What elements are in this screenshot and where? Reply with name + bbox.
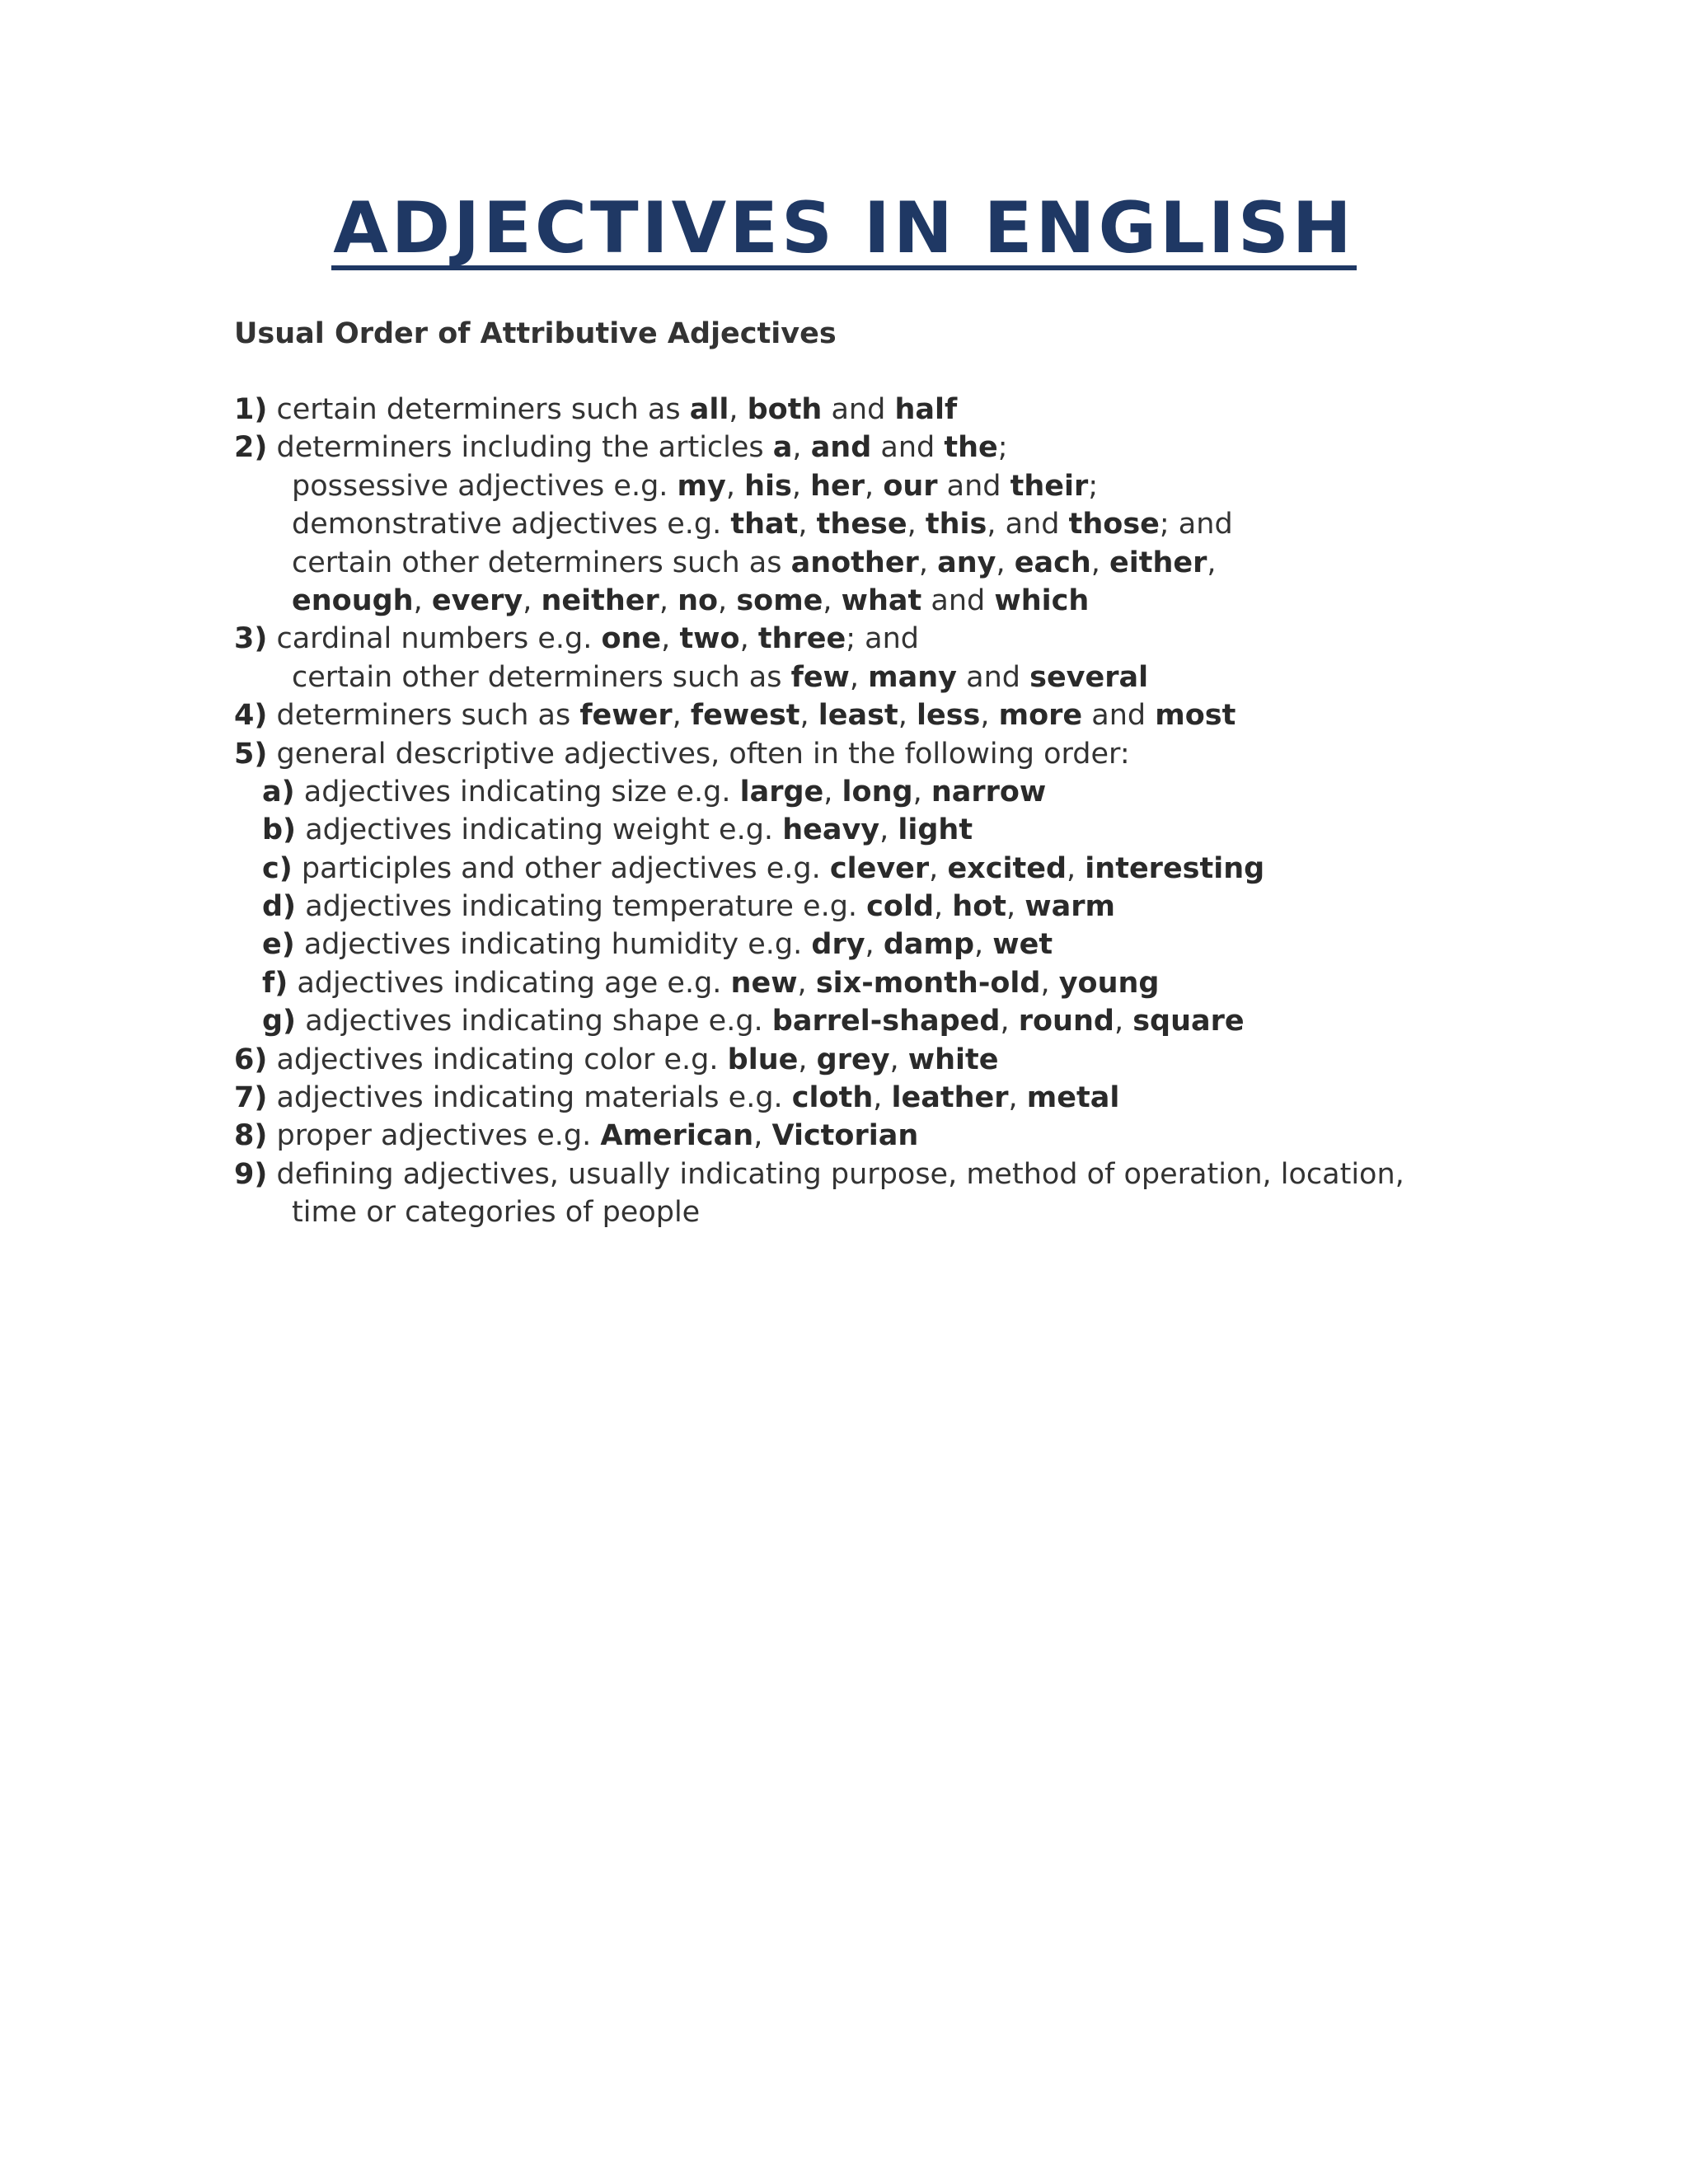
list-item bbox=[234, 658, 1470, 696]
bold-term: g) bbox=[262, 1005, 297, 1038]
list-item bbox=[234, 850, 1470, 888]
bold-term: all bbox=[689, 393, 729, 426]
text-run: , bbox=[929, 851, 948, 885]
bold-term: dry bbox=[811, 928, 865, 962]
text-run: adjectives indicating size e.g. bbox=[294, 775, 740, 808]
list-item bbox=[234, 505, 1470, 543]
text-run: , bbox=[792, 431, 811, 465]
text-run: , bbox=[797, 966, 816, 1000]
bold-term: those bbox=[1068, 508, 1160, 541]
text-run: , bbox=[799, 699, 818, 733]
text-run: certain determiners such as bbox=[267, 393, 690, 426]
text-run: adjectives indicating age e.g. bbox=[288, 966, 731, 1000]
text-run: time or categories of people bbox=[292, 1196, 701, 1230]
page-title bbox=[0, 187, 1688, 270]
bold-term: any bbox=[937, 546, 996, 579]
bold-term: the bbox=[944, 431, 998, 465]
text-run: , bbox=[739, 622, 758, 656]
bold-term: 3) bbox=[234, 622, 268, 656]
bold-term: f) bbox=[262, 966, 288, 1000]
text-run: proper adjectives e.g. bbox=[267, 1119, 601, 1153]
list-item bbox=[234, 773, 1470, 811]
bold-term: d) bbox=[262, 890, 297, 924]
bold-term: excited bbox=[947, 851, 1067, 885]
list-item bbox=[234, 1079, 1470, 1117]
text-run: , bbox=[672, 699, 691, 733]
bold-term: more bbox=[998, 699, 1083, 733]
bold-term: fewer bbox=[579, 699, 673, 733]
text-run: , bbox=[1008, 1081, 1027, 1115]
bold-term: enough bbox=[292, 583, 414, 617]
bold-term: either bbox=[1109, 546, 1207, 579]
bold-term: no bbox=[678, 583, 719, 617]
bold-term: another bbox=[790, 546, 919, 579]
text-run: , bbox=[1114, 1005, 1133, 1038]
text-run: , bbox=[753, 1119, 772, 1153]
text-run: , bbox=[661, 622, 680, 656]
text-run: , bbox=[918, 546, 938, 579]
bold-term: that bbox=[730, 508, 799, 541]
bold-term: metal bbox=[1026, 1081, 1120, 1115]
text-run: general descriptive adjectives, often in the following order: bbox=[267, 737, 1130, 771]
text-run: ; bbox=[997, 431, 1008, 465]
bold-term: 9) bbox=[234, 1157, 268, 1191]
bold-term: what bbox=[841, 583, 922, 617]
text-run: and bbox=[957, 660, 1030, 694]
list-item bbox=[234, 1193, 1470, 1231]
text-run: , bbox=[849, 660, 869, 694]
list-item bbox=[234, 964, 1470, 1002]
list-item bbox=[234, 620, 1470, 658]
text-run: cardinal numbers e.g. bbox=[267, 622, 602, 656]
bold-term: less bbox=[916, 699, 981, 733]
text-run: , bbox=[718, 583, 737, 617]
bold-term: least bbox=[818, 699, 898, 733]
text-run: , bbox=[865, 469, 884, 503]
bold-term: few bbox=[790, 660, 850, 694]
text-run: , bbox=[898, 699, 917, 733]
bold-term: her bbox=[810, 469, 865, 503]
bold-term: clever bbox=[829, 851, 930, 885]
text-run: certain other determiners such as bbox=[292, 660, 791, 694]
text-run: and bbox=[1082, 699, 1156, 733]
list-item bbox=[234, 888, 1470, 926]
text-run: ; bbox=[1088, 469, 1099, 503]
bold-term: some bbox=[736, 583, 823, 617]
text-run: ; and bbox=[1159, 508, 1233, 541]
bold-term: 5) bbox=[234, 737, 268, 771]
text-run: , bbox=[974, 928, 993, 962]
list-item bbox=[234, 582, 1470, 620]
bold-term: fewest bbox=[690, 699, 800, 733]
text-run: adjectives indicating shape e.g. bbox=[296, 1005, 772, 1038]
bold-term: six-month-old bbox=[815, 966, 1041, 1000]
text-run: , bbox=[873, 1081, 892, 1115]
bold-term: blue bbox=[727, 1043, 799, 1076]
text-run: , bbox=[413, 583, 432, 617]
bold-term: b) bbox=[262, 813, 297, 847]
bold-term: most bbox=[1155, 699, 1236, 733]
text-run: adjectives indicating color e.g. bbox=[267, 1043, 728, 1076]
bold-term: interesting bbox=[1085, 851, 1265, 885]
text-run: , bbox=[1090, 546, 1110, 579]
text-run: demonstrative adjectives e.g. bbox=[292, 508, 731, 541]
adjective-order-list bbox=[234, 391, 1470, 1232]
text-run: adjectives indicating materials e.g. bbox=[267, 1081, 792, 1115]
bold-term: leather bbox=[891, 1081, 1009, 1115]
bold-term: warm bbox=[1025, 890, 1115, 924]
bold-term: cold bbox=[866, 890, 935, 924]
text-run: , bbox=[996, 546, 1015, 579]
bold-term: e) bbox=[262, 928, 295, 962]
text-run: , and bbox=[987, 508, 1069, 541]
text-run: , bbox=[907, 508, 926, 541]
text-run: , bbox=[659, 583, 678, 617]
text-run: , bbox=[1006, 890, 1025, 924]
bold-term: a bbox=[772, 431, 793, 465]
text-run: determiners such as bbox=[267, 699, 580, 733]
bold-term: young bbox=[1058, 966, 1160, 1000]
text-run: adjectives indicating temperature e.g. bbox=[296, 890, 867, 924]
bold-term: damp bbox=[883, 928, 975, 962]
text-run: adjectives indicating humidity e.g. bbox=[294, 928, 812, 962]
bold-term: this bbox=[925, 508, 987, 541]
bold-term: 7) bbox=[234, 1081, 268, 1115]
bold-term: every bbox=[431, 583, 523, 617]
bold-term: several bbox=[1029, 660, 1149, 694]
text-run: , bbox=[798, 508, 817, 541]
text-run: and bbox=[822, 393, 895, 426]
list-item bbox=[234, 467, 1470, 505]
text-run: participles and other adjectives e.g. bbox=[292, 851, 830, 885]
bold-term: cloth bbox=[791, 1081, 874, 1115]
text-run: , bbox=[980, 699, 999, 733]
bold-term: both bbox=[747, 393, 823, 426]
bold-term: 1) bbox=[234, 393, 268, 426]
bold-term: these bbox=[816, 508, 907, 541]
bold-term: square bbox=[1132, 1005, 1245, 1038]
text-run: , bbox=[912, 775, 931, 808]
text-run: , bbox=[934, 890, 953, 924]
section-heading: Usual Order of Attributive Adjectives bbox=[234, 317, 837, 350]
bold-term: neither bbox=[541, 583, 659, 617]
bold-term: American bbox=[600, 1119, 754, 1153]
text-run: , bbox=[729, 393, 748, 426]
bold-term: c) bbox=[262, 851, 293, 885]
list-item bbox=[234, 735, 1470, 773]
bold-term: round bbox=[1018, 1005, 1114, 1038]
bold-term: our bbox=[883, 469, 938, 503]
page-title-text: ADJECTIVES IN ENGLISH bbox=[333, 187, 1355, 269]
text-run: , bbox=[1207, 546, 1217, 579]
bold-term: large bbox=[739, 775, 824, 808]
list-item bbox=[234, 811, 1470, 849]
list-item bbox=[234, 544, 1470, 582]
bold-term: wet bbox=[992, 928, 1053, 962]
bold-term: Victorian bbox=[771, 1119, 919, 1153]
bold-term: 6) bbox=[234, 1043, 268, 1076]
bold-term: each bbox=[1014, 546, 1091, 579]
bold-term: many bbox=[868, 660, 957, 694]
text-run: , bbox=[523, 583, 542, 617]
bold-term: half bbox=[894, 393, 958, 426]
text-run: and bbox=[871, 431, 945, 465]
bold-term: light bbox=[898, 813, 973, 847]
text-run: , bbox=[1040, 966, 1059, 1000]
list-item bbox=[234, 1002, 1470, 1040]
text-run: , bbox=[791, 469, 811, 503]
text-run: ; and bbox=[846, 622, 919, 656]
bold-term: three bbox=[757, 622, 846, 656]
bold-term: two bbox=[679, 622, 740, 656]
bold-term: new bbox=[730, 966, 798, 1000]
bold-term: 2) bbox=[234, 431, 268, 465]
list-item bbox=[234, 1041, 1470, 1079]
text-run: , bbox=[889, 1043, 908, 1076]
bold-term: one bbox=[601, 622, 662, 656]
text-run: , bbox=[725, 469, 745, 503]
text-run: , bbox=[798, 1043, 817, 1076]
list-item bbox=[234, 391, 1470, 429]
list-item bbox=[234, 696, 1470, 734]
bold-term: my bbox=[677, 469, 726, 503]
bold-term: white bbox=[907, 1043, 999, 1076]
bold-term: 8) bbox=[234, 1119, 268, 1153]
text-run: certain other determiners such as bbox=[292, 546, 791, 579]
text-run: and bbox=[921, 583, 995, 617]
text-run: , bbox=[1000, 1005, 1019, 1038]
text-run: , bbox=[879, 813, 898, 847]
list-item bbox=[234, 429, 1470, 466]
list-item bbox=[234, 1155, 1470, 1193]
bold-term: 4) bbox=[234, 699, 268, 733]
text-run: defining adjectives, usually indicating purpose, method of operation, location, bbox=[267, 1157, 1404, 1191]
bold-term: heavy bbox=[782, 813, 880, 847]
bold-term: which bbox=[994, 583, 1090, 617]
bold-term: a) bbox=[262, 775, 295, 808]
list-item bbox=[234, 926, 1470, 963]
bold-term: narrow bbox=[931, 775, 1047, 808]
text-run: determiners including the articles bbox=[267, 431, 773, 465]
text-run: and bbox=[937, 469, 1010, 503]
bold-term: hot bbox=[952, 890, 1006, 924]
bold-term: their bbox=[1010, 469, 1089, 503]
bold-term: his bbox=[744, 469, 792, 503]
text-run: , bbox=[865, 928, 884, 962]
text-run: , bbox=[823, 775, 842, 808]
bold-term: long bbox=[842, 775, 913, 808]
text-run: , bbox=[823, 583, 842, 617]
bold-term: barrel-shaped bbox=[771, 1005, 1001, 1038]
text-run: , bbox=[1067, 851, 1085, 885]
text-run: adjectives indicating weight e.g. bbox=[296, 813, 783, 847]
text-run: possessive adjectives e.g. bbox=[292, 469, 678, 503]
list-item bbox=[234, 1117, 1470, 1155]
bold-term: and bbox=[810, 431, 872, 465]
bold-term: grey bbox=[816, 1043, 890, 1076]
